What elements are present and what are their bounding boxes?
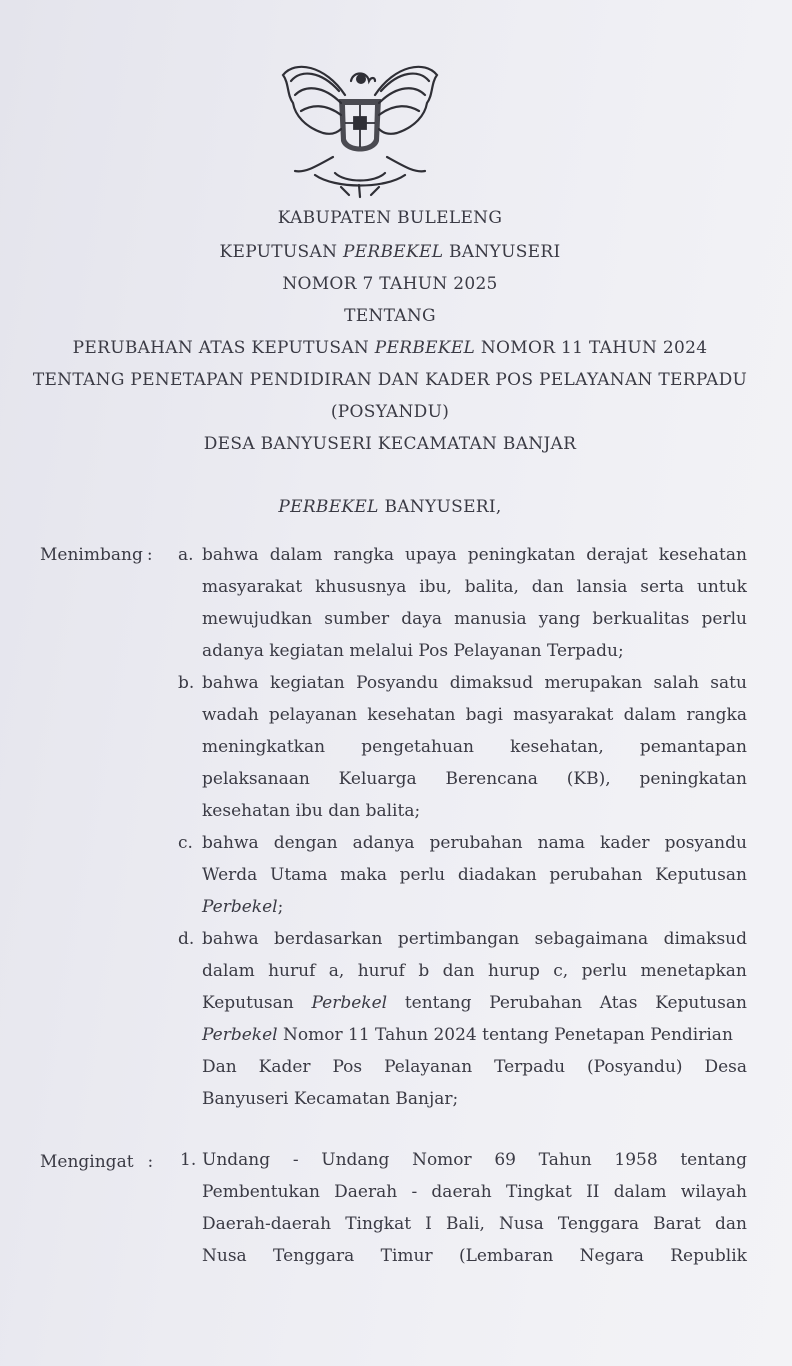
word: merupakan [544,673,643,693]
word: meningkatkan [202,737,326,757]
subject-line-3: (POSYANDU) [330,402,450,422]
item-d-marker: d. [178,929,195,949]
word: bahwa [202,673,259,693]
word: untuk [696,577,747,597]
word: dengan [273,833,338,853]
item-d-line [202,961,747,981]
word: hurup [488,961,540,981]
word: tentang [404,993,472,1013]
word: pengetahuan [361,737,475,757]
word: diadakan [457,865,537,885]
item-b-marker: b. [178,673,195,693]
word: peningkatan [467,545,576,565]
word: - [292,1150,299,1170]
word: dalam [613,1182,667,1202]
word: perlu [701,609,747,629]
word: berdasarkan [274,929,383,949]
word: mewujudkan [202,609,313,629]
word: Tingkat [505,1182,572,1202]
word: rangka [686,705,747,725]
word: daya [401,609,443,629]
word: balita, [464,577,519,597]
garuda-pancasila-emblem [275,55,445,205]
item-b-line: kesehatan ibu dan balita; [202,801,421,821]
word: Perubahan [489,993,583,1013]
item-d-line [202,929,747,949]
word: daerah [431,1182,492,1202]
word: Keputusan [202,993,294,1013]
word: Berencana [445,769,538,789]
word: 1958 [614,1150,658,1170]
word: wilayah [680,1182,747,1202]
word: kesehatan [658,545,747,565]
word: derajat [586,545,648,565]
word: serta [640,577,685,597]
item-1-marker: 1. [180,1150,197,1170]
word: Bali, [446,1214,485,1234]
word: berkualitas [592,609,690,629]
item-b-line [202,705,747,725]
word: dalam [202,961,255,981]
item-a-marker: a. [178,545,194,565]
word: Undang [202,1150,271,1170]
word: dalam [623,705,677,725]
word: lansia [576,577,628,597]
item-b-line [202,769,747,789]
word: kegiatan [270,673,345,693]
word: Pembentukan [202,1182,320,1202]
word: kader [600,833,650,853]
word: pelayanan [268,705,358,725]
word: menetapkan [640,961,747,981]
word: salah [653,673,699,693]
word: Undang [321,1150,390,1170]
word: sumber [324,609,390,629]
word: I [425,1214,432,1234]
word: Utama [270,865,328,885]
word: dan [531,577,564,597]
word: a, [328,961,345,981]
word: perlu [581,961,628,981]
word: Terpadu [494,1057,566,1077]
word: ibu, [419,577,452,597]
word: dimaksud [663,929,747,949]
word: Keputusan [655,993,747,1013]
word: maka [340,865,387,885]
word: Perbekel [311,993,388,1013]
word: dan [714,1214,747,1234]
about-heading: TENTANG [344,306,436,326]
word: Tahun [538,1150,592,1170]
word: perlu [399,865,446,885]
mengingat-label: Mengingat : [40,1152,154,1172]
word: Nomor [412,1150,472,1170]
word: pemantapan [639,737,747,757]
word: Kader [258,1057,311,1077]
item-c-marker: c. [178,833,193,853]
word: Dan [202,1057,237,1077]
item-1-line [202,1150,747,1170]
word: dan [442,961,475,981]
word: huruf [268,961,316,981]
word: II [586,1182,600,1202]
item-1-line [202,1246,747,1266]
word: Pos [332,1057,363,1077]
word: b [418,961,430,981]
subject-line-1: PERUBAHAN ATAS KEPUTUSAN PERBEKEL NOMOR 11 TAHUN 2024 [72,338,708,358]
item-d-line [202,1057,747,1077]
word: huruf [357,961,405,981]
word: Tenggara [273,1246,355,1266]
item-1-line [202,1214,747,1234]
item-c-line: Perbekel; [202,897,284,917]
word: kesehatan [367,705,456,725]
word: Werda [202,865,258,885]
item-1-line [202,1182,747,1202]
word: yang [538,609,581,629]
word: Nusa [202,1246,247,1266]
word: adanya [352,833,415,853]
word: posyandu [664,833,747,853]
word: Desa [704,1057,747,1077]
word: Tingkat [345,1214,412,1234]
word: nama [537,833,585,853]
word: peningkatan [639,769,747,789]
subject-line-2: TENTANG PENETAPAN PENDIDIRAN DAN KADER POS PELAYANAN TERPADU [32,370,748,390]
word: (Lembaran [458,1246,554,1266]
word: - [411,1182,418,1202]
item-d-line [202,993,747,1013]
word: Timur [380,1246,433,1266]
item-c-line [202,865,747,885]
word: pertimbangan [397,929,520,949]
word: rangka [333,545,394,565]
word: Republik [670,1246,747,1266]
word: c, [553,961,569,981]
word: Keluarga [338,769,417,789]
item-d-line: Perbekel Nomor 11 Tahun 2024 tentang Penetapan Pendirian [202,1025,733,1045]
word: masyarakat [202,577,303,597]
word: (Posyandu) [587,1057,683,1077]
word: Nusa [499,1214,544,1234]
item-a-line [202,577,747,597]
word: masyarakat [513,705,614,725]
word: bahwa [202,545,259,565]
word: tentang [680,1150,747,1170]
decree-number: NOMOR 7 TAHUN 2025 [282,274,498,294]
word: dimaksud [449,673,534,693]
word: Keputusan [655,865,747,885]
item-a-line [202,609,747,629]
word: 69 [494,1150,516,1170]
word: Tenggara [557,1214,640,1234]
regency-title: KABUPATEN BULELENG [277,208,503,228]
word: Posyandu [356,673,439,693]
word: Daerah [334,1182,398,1202]
word: bagi [465,705,503,725]
word: sebagaimana [534,929,649,949]
word: khususnya [315,577,407,597]
word: bahwa [202,833,259,853]
subject-line-4: DESA BANYUSERI KECAMATAN BANJAR [203,434,577,454]
opening-statement: PERBEKEL BANYUSERI, [278,497,502,517]
word: Negara [579,1246,644,1266]
word: bahwa [202,929,259,949]
word: Barat [653,1214,701,1234]
item-a-line [202,545,747,565]
item-d-line: Banyuseri Kecamatan Banjar; [202,1089,459,1109]
item-a-line: adanya kegiatan melalui Pos Pelayanan Terpadu; [202,641,624,661]
word: pelaksanaan [202,769,310,789]
word: kesehatan, [510,737,604,757]
menimbang-label: Menimbang : [40,545,153,565]
word: Pelayanan [384,1057,473,1077]
word: (KB), [566,769,611,789]
item-b-line [202,673,747,693]
item-c-line [202,833,747,853]
word: perubahan [429,833,523,853]
word: manusia [454,609,527,629]
word: Daerah-daerah [202,1214,332,1234]
word: upaya [405,545,457,565]
word: perubahan [549,865,643,885]
word: wadah [202,705,259,725]
item-b-line [202,737,747,757]
decree-title: KEPUTUSAN PERBEKEL BANYUSERI [219,242,561,262]
word: Atas [599,993,638,1013]
word: satu [710,673,747,693]
word: dalam [269,545,323,565]
